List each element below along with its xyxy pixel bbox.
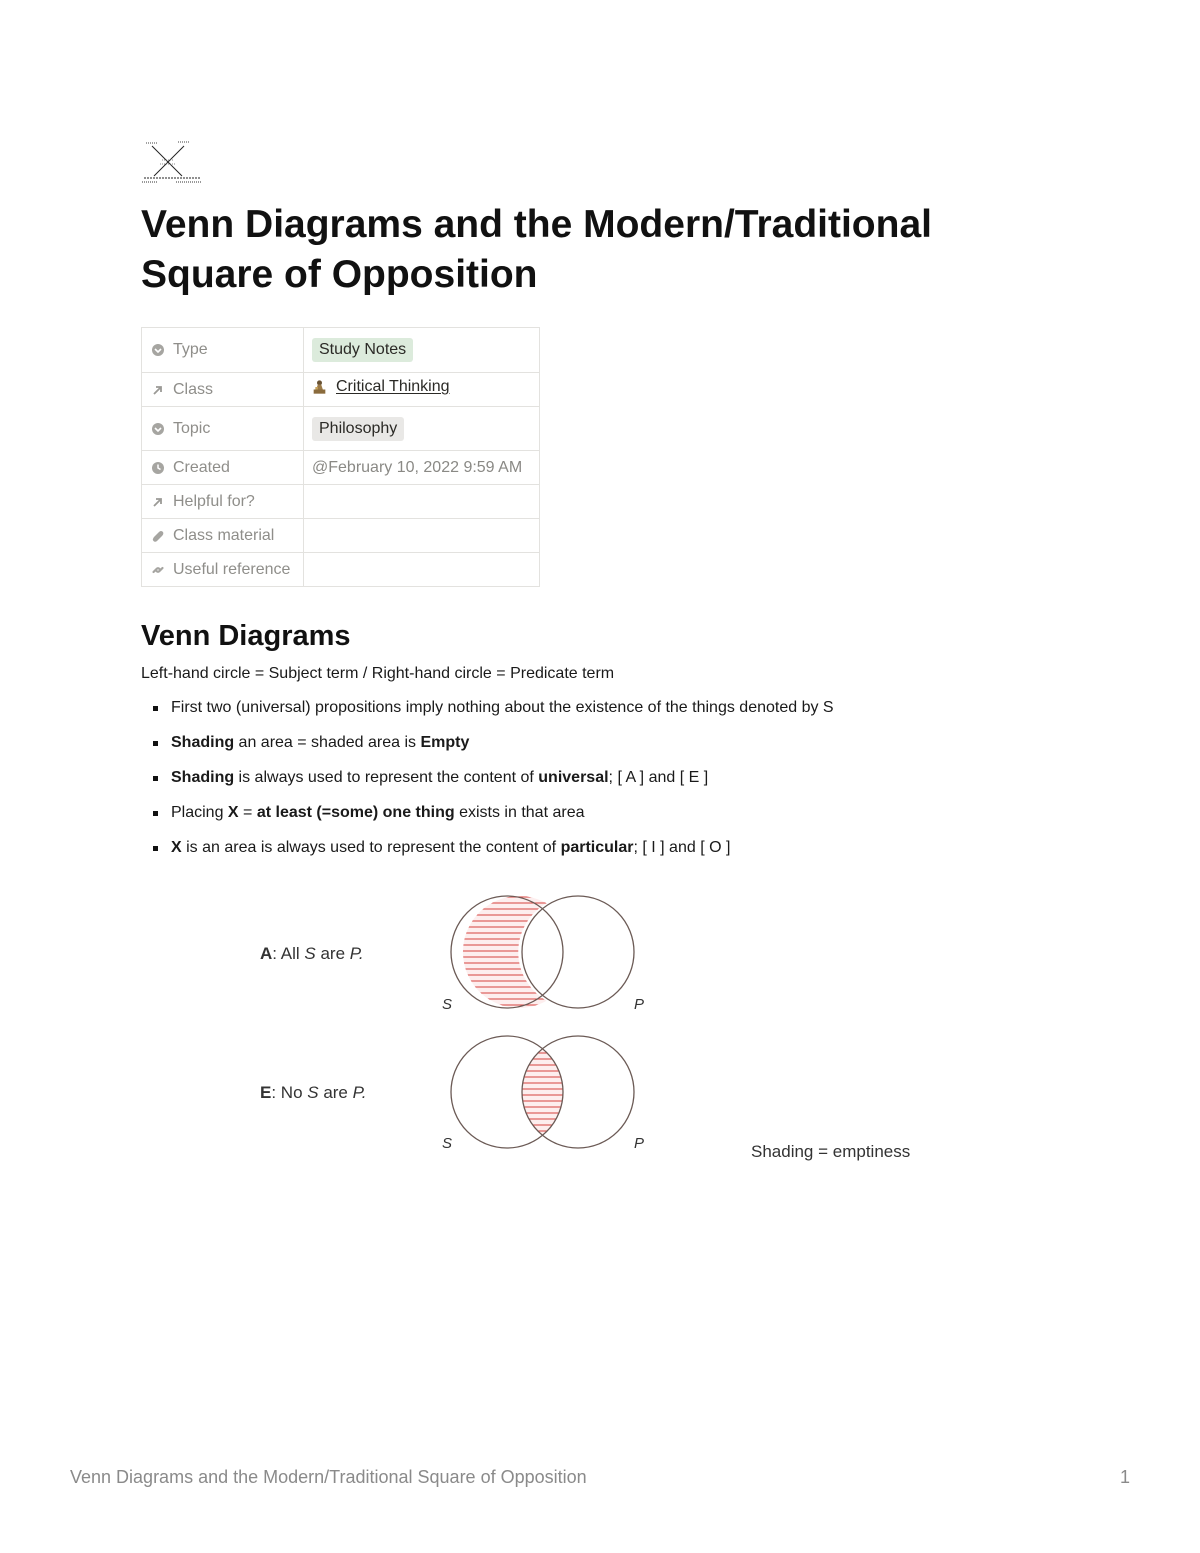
bullet-marker: [153, 811, 158, 816]
bold-text: X: [227, 804, 239, 821]
property-key-useful-reference: Useful reference: [173, 560, 291, 578]
bold-text: Shading: [171, 769, 235, 786]
svg-text:E: No S are P.: E: No S are P.: [260, 1083, 367, 1102]
predicate-circle: [522, 896, 634, 1008]
relation-arrow-icon: [150, 382, 165, 397]
text-run: is an area is always used to represent the content of: [181, 839, 561, 856]
bullet-marker: [153, 741, 158, 746]
bullet-item: [141, 732, 834, 767]
text-run: exists in that area: [454, 804, 585, 821]
select-icon: [150, 421, 165, 436]
bold-text: at least (=some) one thing: [256, 804, 455, 821]
property-key-class: Class: [173, 380, 214, 398]
venn-diagram-a: [260, 896, 644, 1013]
tag-philosophy[interactable]: Philosophy: [312, 417, 404, 441]
square-of-opposition-diagram-icon: [140, 138, 204, 184]
relation-link-critical-thinking[interactable]: Critical Thinking: [336, 378, 450, 395]
bold-text: X: [171, 839, 182, 856]
bullet-marker: [153, 706, 158, 711]
attachment-icon: [150, 528, 165, 543]
text-run: is always used to represent the content of: [234, 769, 539, 786]
bold-text: Shading: [171, 734, 235, 751]
property-key-helpful-for: Helpful for?: [173, 492, 255, 510]
property-row-helpful-for[interactable]: [142, 485, 540, 519]
thinker-statue-icon: [312, 380, 327, 395]
property-value-empty[interactable]: [304, 485, 540, 519]
property-value-empty[interactable]: [304, 519, 540, 553]
tag-study-notes[interactable]: Study Notes: [312, 338, 413, 362]
bullet-item: [141, 767, 834, 802]
venn-diagram-e: [260, 1036, 644, 1152]
text-run: First two (universal) propositions imply nothing about the existence of the things denoted by S: [171, 699, 834, 716]
subject-label: S: [442, 1135, 453, 1152]
footer-title: Venn Diagrams and the Modern/Traditional Square of Opposition: [70, 1467, 587, 1487]
property-row-class-material[interactable]: [142, 519, 540, 553]
predicate-label: P: [634, 996, 645, 1013]
text-run: ; [ I ] and [ O ]: [633, 839, 731, 856]
text-run: =: [238, 804, 257, 821]
bullet-item: [141, 837, 834, 872]
venn-figure: [240, 882, 940, 1172]
predicate-label: P: [634, 1135, 645, 1152]
diagram-e-letter: E: [260, 1083, 272, 1102]
relation-arrow-icon: [150, 494, 165, 509]
figure-caption: Shading = emptiness: [751, 1142, 911, 1161]
property-key-created: Created: [173, 458, 230, 476]
text-run: ; [ A ] and [ E ]: [608, 769, 709, 786]
shaded-region-s-only: [463, 896, 547, 1008]
subject-label: S: [442, 996, 453, 1013]
bullet-item: [141, 802, 834, 837]
diagram-a-letter: A: [260, 944, 273, 963]
clock-icon: [150, 460, 165, 475]
bold-text: Empty: [420, 734, 470, 751]
section-heading: Venn Diagrams: [141, 620, 351, 652]
page-number: 1: [1119, 1467, 1130, 1487]
link-icon: [150, 562, 165, 577]
properties-table: [141, 327, 540, 587]
bold-text: universal: [538, 769, 609, 786]
property-row-topic[interactable]: [142, 407, 540, 451]
svg-text:A: All S are P.: A: All S are P.: [260, 944, 364, 963]
text-run: an area = shaded area is: [234, 734, 421, 751]
property-row-created[interactable]: [142, 451, 540, 485]
bullet-marker: [153, 846, 158, 851]
bullet-item: [141, 697, 834, 732]
property-row-useful-reference[interactable]: [142, 553, 540, 587]
property-key-type: Type: [173, 341, 208, 358]
property-row-class[interactable]: [142, 373, 540, 407]
bullet-list: [141, 697, 834, 872]
select-icon: [150, 343, 165, 358]
bold-text: particular: [560, 839, 634, 856]
bullet-marker: [153, 776, 158, 781]
property-key-topic: Topic: [173, 419, 211, 437]
text-run: Placing: [171, 804, 228, 821]
property-row-type[interactable]: [142, 328, 540, 373]
page-title: Venn Diagrams and the Modern/Traditional Square of Opposition: [141, 203, 932, 296]
property-key-class-material: Class material: [173, 526, 275, 544]
created-date: @February 10, 2022 9:59 AM: [312, 458, 523, 476]
property-value-empty[interactable]: [304, 553, 540, 587]
intro-paragraph: Left-hand circle = Subject term / Right-hand circle = Predicate term: [141, 665, 615, 682]
